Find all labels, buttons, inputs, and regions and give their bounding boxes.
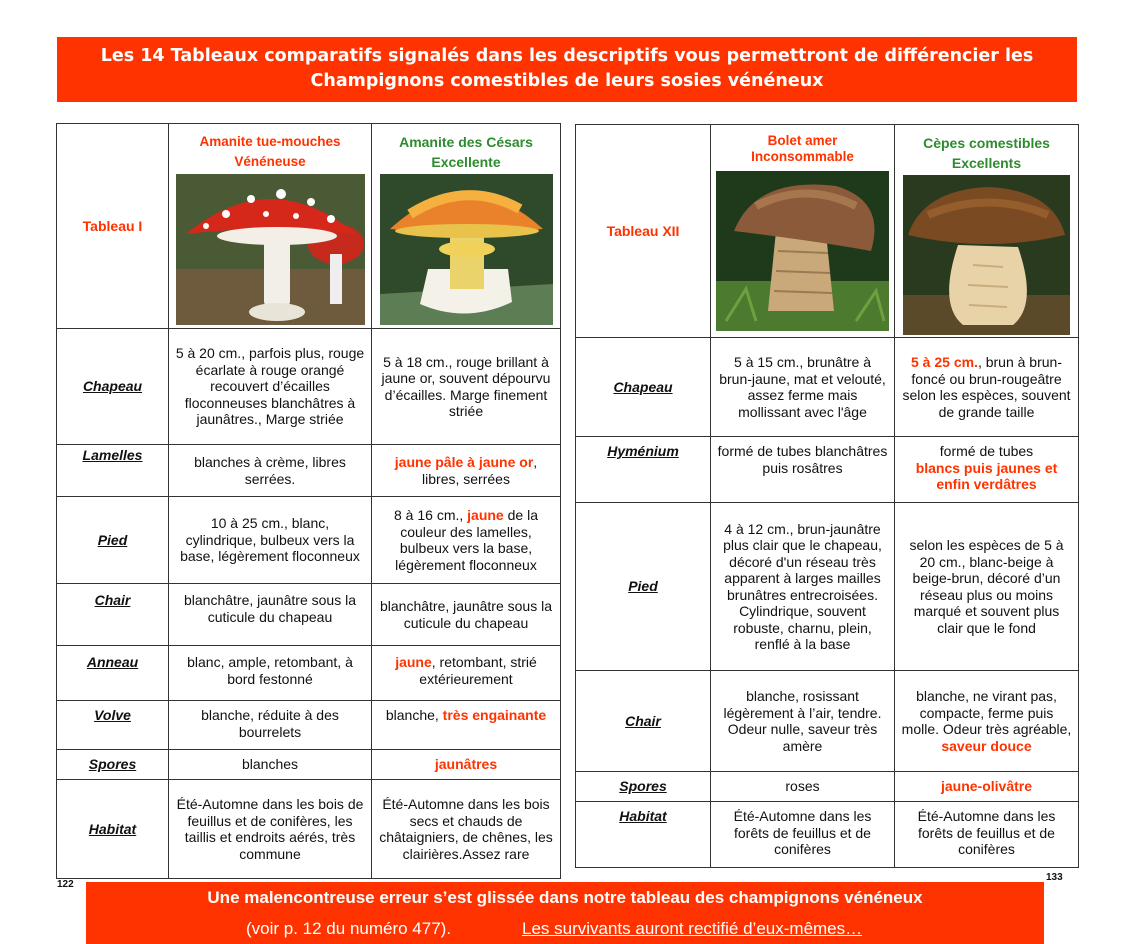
- table-row: [576, 671, 1079, 772]
- species-status: Vénéneuse: [234, 154, 306, 169]
- table-row: [57, 780, 561, 879]
- banner-line-2: Champignons comestibles de leurs sosies vénéneux: [310, 71, 824, 91]
- cell-edible: [895, 772, 1079, 802]
- row-label: Habitat: [57, 780, 169, 879]
- cell-text: 8 à 16 cm.,: [394, 507, 468, 523]
- cell-inedible: formé de tubes blanchâtres puis rosâtres: [711, 437, 895, 503]
- table-row: [57, 701, 561, 750]
- cell-inedible: roses: [711, 772, 895, 802]
- table-row: [57, 329, 561, 445]
- cell-toxic: blanc, ample, retombant, à bord festonné: [169, 646, 372, 701]
- cell-toxic: blanchâtre, jaunâtre sous la cuticule du chapeau: [169, 584, 372, 646]
- table-title: Tableau I: [57, 124, 169, 329]
- table-row: [57, 584, 561, 646]
- table-row: [57, 750, 561, 780]
- fly-agaric-photo: [176, 174, 365, 325]
- banner-line-1: Les 14 Tableaux comparatifs signalés dans les descriptifs vous permettront de différencier les: [100, 46, 1034, 66]
- table-header-row: [576, 125, 1079, 338]
- row-label: Volve: [57, 701, 169, 750]
- cell-edible: Été-Automne dans les forêts de feuillus et de conifères: [895, 802, 1079, 868]
- species-column-edible: [895, 125, 1079, 338]
- cell-inedible: blanche, rosissant légèrement à l’air, tendre. Odeur nulle, saveur très amère: [711, 671, 895, 772]
- row-label: Chair: [57, 584, 169, 646]
- cell-edible: [372, 701, 561, 750]
- cell-edible: [372, 750, 561, 780]
- cell-toxic: 10 à 25 cm., blanc, cylindrique, bulbeux vers la base, légèrement floconneux: [169, 497, 372, 584]
- highlight-text: très engainante: [442, 707, 547, 723]
- species-column-inedible: [711, 125, 895, 338]
- erratum-reference: (voir p. 12 du numéro 477).: [246, 919, 452, 938]
- highlight-text: saveur douce: [941, 737, 1032, 754]
- table-row: [57, 646, 561, 701]
- species-status: Excellente: [431, 154, 501, 170]
- species-name: Amanite des Césars: [399, 134, 533, 150]
- cell-edible: [895, 338, 1079, 437]
- cell-text: blanche, ne virant pas, compacte, ferme puis molle. Odeur très agréable,: [901, 688, 1072, 737]
- cell-edible: [895, 671, 1079, 772]
- species-name: Cèpes comestibles: [923, 135, 1050, 151]
- species-column-toxic: [169, 124, 372, 329]
- species-column-edible: [372, 124, 561, 329]
- table-row: [576, 437, 1079, 503]
- comparison-table-12: [575, 124, 1079, 868]
- row-label: Chair: [576, 671, 711, 772]
- cell-inedible: 4 à 12 cm., brun-jaunâtre plus clair que le chapeau, décoré d'un réseau très apparent à larges mailles brunâtres entrecroisées. Cylindrique, souvent robuste, charnu, plein, renflé à la base: [711, 503, 895, 671]
- cell-inedible: Été-Automne dans les forêts de feuillus et de conifères: [711, 802, 895, 868]
- erratum-title: Une malencontreuse erreur s’est glissée dans notre tableau des champignons vénéneux: [207, 888, 923, 907]
- row-label: Pied: [576, 503, 711, 671]
- highlight-text: jaunâtres: [434, 756, 498, 773]
- highlight-text: 5 à 25 cm.: [911, 354, 978, 370]
- cell-toxic: blanches: [169, 750, 372, 780]
- cell-edible: [372, 497, 561, 584]
- row-label: Chapeau: [576, 338, 711, 437]
- cell-edible: [372, 646, 561, 701]
- highlight-text: jaune pâle à jaune or: [394, 454, 534, 470]
- cell-text: , libres, serrées: [422, 454, 538, 487]
- row-label: Habitat: [576, 802, 711, 868]
- erratum-joke: Les survivants auront rectifié d’eux-mêmes…: [522, 919, 863, 938]
- cell-edible: Été-Automne dans les bois secs et chauds de châtaigniers, de chênes, les clairières.Assez rare: [372, 780, 561, 879]
- table-row: [57, 497, 561, 584]
- comparison-table-1: [56, 123, 561, 879]
- highlight-text: jaune: [395, 654, 432, 670]
- cell-toxic: blanche, réduite à des bourrelets: [169, 701, 372, 750]
- row-label: Anneau: [57, 646, 169, 701]
- row-label: Spores: [57, 750, 169, 780]
- cell-inedible: 5 à 15 cm., brunâtre à brun-jaune, mat et velouté, assez ferme mais mollissant avec l'âge: [711, 338, 895, 437]
- highlight-text: jaune-olivâtre: [940, 778, 1033, 795]
- species-name: Amanite tue-mouches: [199, 134, 341, 149]
- cell-edible: [895, 437, 1079, 503]
- cell-text: , retombant, strié extérieurement: [419, 654, 537, 687]
- erratum-banner: [86, 882, 1044, 944]
- species-status: Excellents: [951, 155, 1022, 171]
- highlight-text: blancs puis jaunes et enfin verdâtres: [915, 459, 1058, 492]
- header-banner: [57, 37, 1077, 102]
- table-title: Tableau XII: [576, 125, 711, 338]
- highlight-text: jaune: [467, 507, 504, 523]
- row-label: Hyménium: [576, 437, 711, 503]
- cell-toxic: Été-Automne dans les bois de feuillus et de conifères, les taillis et endroits aérés, très commune: [169, 780, 372, 879]
- cell-edible: selon les espèces de 5 à 20 cm., blanc-beige à beige-brun, décoré d’un réseau plus ou moins marqué et souvent plus clair que le fond: [895, 503, 1079, 671]
- cell-toxic: 5 à 20 cm., parfois plus, rouge écarlate à rouge orangé recouvert d’écailles floconneuses blanchâtres à jaunâtres., Marge striée: [169, 329, 372, 445]
- cell-text: , brun à brun-foncé ou brun-rougeâtre selon les espèces, souvent de grande taille: [902, 354, 1071, 420]
- cell-text: de la couleur des lamelles, bulbeux vers la base, légèrement floconneux: [395, 507, 538, 573]
- species-status: Inconsommable: [751, 149, 854, 164]
- table-header-row: [57, 124, 561, 329]
- row-label: Spores: [576, 772, 711, 802]
- table-row: [576, 503, 1079, 671]
- caesars-mushroom-photo: [380, 174, 553, 325]
- cell-text: blanche,: [385, 707, 443, 723]
- table-row: [576, 338, 1079, 437]
- page-number-right: 133: [1046, 872, 1063, 883]
- cell-edible: [372, 445, 561, 497]
- species-name: Bolet amer: [767, 133, 838, 148]
- row-label: Pied: [57, 497, 169, 584]
- porcini-photo: [903, 175, 1070, 335]
- cell-text: formé de tubes: [939, 443, 1034, 459]
- cell-edible: 5 à 18 cm., rouge brillant à jaune or, souvent dépourvu d’écailles. Marge finement striée: [372, 329, 561, 445]
- cell-edible: blanchâtre, jaunâtre sous la cuticule du chapeau: [372, 584, 561, 646]
- row-label: Chapeau: [57, 329, 169, 445]
- table-row: [576, 802, 1079, 868]
- bitter-bolete-photo: [716, 171, 889, 331]
- table-row: [57, 445, 561, 497]
- table-row: [576, 772, 1079, 802]
- cell-toxic: blanches à crème, libres serrées.: [169, 445, 372, 497]
- page-number-left: 122: [57, 879, 74, 890]
- row-label: Lamelles: [57, 445, 169, 497]
